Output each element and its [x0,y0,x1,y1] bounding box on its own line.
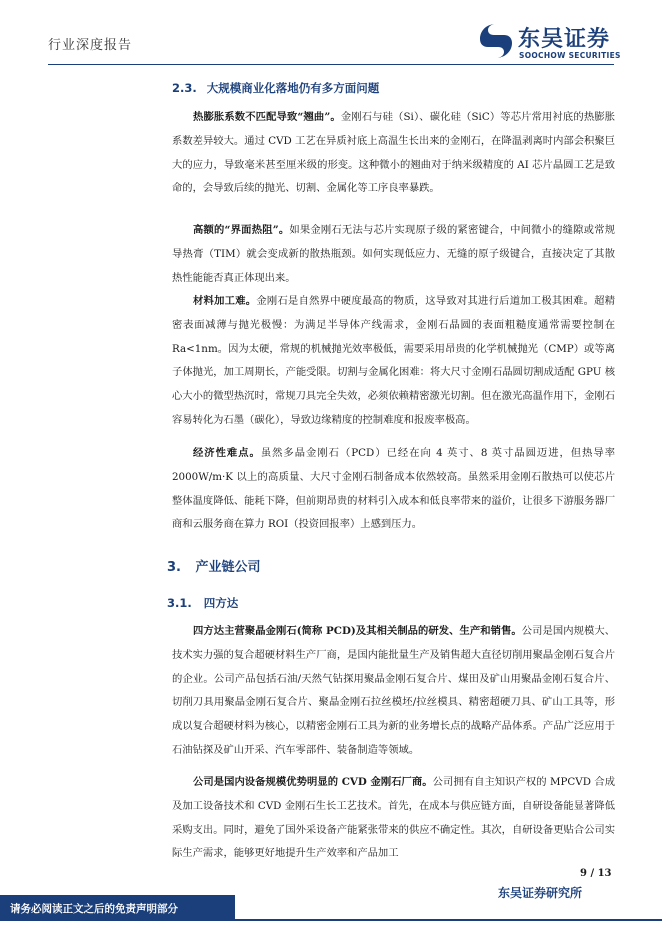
report-type-label: 行业深度报告 [48,38,133,53]
paragraph-body: 公司拥有自主知识产权的 MPCVD 合成及加工设备技术和 CVD 金刚石生长工艺技术。首先，在成本与供应链方面，自研设备能显著降低采购支出。同时，避免了国外采设备产能紧张带来的供应不确定性。其次，自研设备更贴合公司实际生产需求，能够更好地提升生产效率和产品加工 [172,776,615,860]
paragraph [172,290,615,433]
paragraph [172,620,615,763]
section-number: 2.3. [172,81,197,95]
section-number: 3.1. [167,596,192,610]
footer-divider [235,919,662,921]
paragraph-lead: 热膨胀系数不匹配导致“翘曲”。 [193,111,341,123]
section-title: 四方达 [203,596,239,610]
paragraph-lead: 高额的“界面热阻”。 [193,224,290,236]
paragraph-lead: 材料加工难。 [193,295,257,307]
disclaimer-notice: 请务必阅读正文之后的免责声明部分 [10,903,178,915]
footer [0,885,662,936]
research-institute-name: 东吴证券研究所 [498,886,583,900]
soochow-logo-icon [478,22,514,60]
section-2-3-heading [172,80,379,96]
soochow-logo [478,20,621,66]
section-title: 产业链公司 [195,560,261,575]
paragraph [172,219,615,290]
section-3-heading [167,556,261,575]
paragraph-lead: 公司是国内设备规模优势明显的 CVD 金刚石厂商。 [193,776,433,788]
paragraph-body: 金刚石与硅（Si）、碳化硅（SiC）等芯片常用衬底的热膨胀系数差异较大。通过 CVD 工艺在异质衬底上高温生长出来的金刚石，在降温剥离时内部会积聚巨大的应力，导致毫米甚至厘米级的形变。这种微小的翘曲对于纳米级精度的 AI 芯片晶圆工艺是致命的，会导致后续的抛光、切割、金属化等工序良率暴跌。 [172,111,615,195]
paragraph-body: 金刚石是自然界中硬度最高的物质，这导致对其进行后道加工极其困难。超精密表面减薄与抛光极慢：为满足半导体产线需求，金刚石晶圆的表面粗糙度通常需要控制在 Ra<1nm。因为太硬，常规的机械抛光效率极低，需要采用昂贵的化学机械抛光（CMP）或等离子体抛光，加工周期长，产能受限。切割与金属化困难：将大尺寸金刚石晶圆切割成适配 GPU 核心大小的微型热沉时，常规刀具完全失效，必须依赖精密激光切割。但在激光高温作用下，金刚石容易转化为石墨（碳化），导致边缘精度的控制难度和报废率极高。 [172,295,616,426]
paragraph [172,442,615,537]
logo-chinese-name: 东吴证券 [518,27,611,52]
section-3-1-heading [167,595,238,611]
paragraph-body: 公司是国内规模大、技术实力强的复合超硬材料生产厂商，是国内能批量生产及销售超大直径切削用聚晶金刚石复合片的企业。公司产品包括石油/天然气钻探用聚晶金刚石复合片、煤田及矿山用聚晶金刚石复合片、切削刀具用聚晶金刚石复合片、聚晶金刚石拉丝模坯/拉丝模具、精密超硬刀具、矿山工具等，形成以复合超硬材料为核心，以精密金刚石工具为新的业务增长点的战略产品体系。产品广泛应用于石油钻探及矿山开采、汽车零部件、装备制造等领域。 [172,625,615,756]
header-divider [48,64,614,65]
paragraph [172,771,615,866]
paragraph [172,106,615,201]
section-number: 3. [167,560,181,575]
paragraph-lead: 四方达主营聚晶金刚石(简称 PCD)及其相关制品的研发、生产和销售。 [193,625,522,637]
paragraph-body: 如果金刚石无法与芯片实现原子级的紧密键合，中间微小的缝隙或常规导热膏（TIM）就会变成新的散热瓶颈。如何实现低应力、无缝的原子级键合，直接决定了其散热性能能否真正体现出来。 [172,224,615,284]
section-title: 大规模商业化落地仍有多方面问题 [206,81,380,95]
logo-english-name: SOOCHOW SECURITIES [519,51,621,60]
page-number: 9 / 13 [580,868,612,879]
paragraph-lead: 经济性难点。 [193,447,261,459]
paragraph-body: 虽然多晶金刚石（PCD）已经在向 4 英寸、8 英寸晶圆迈进，但热导率 2000W/m·K 以上的高质量、大尺寸金刚石制备成本依然较高。虽然采用金刚石散热可以使芯片整体温度降低、能耗下降，但前期昂贵的材料引入成本和低良率带来的溢价，让很多下游服务器厂商和云服务商在算力 ROI（投资回报率）上感到压力。 [172,447,616,531]
